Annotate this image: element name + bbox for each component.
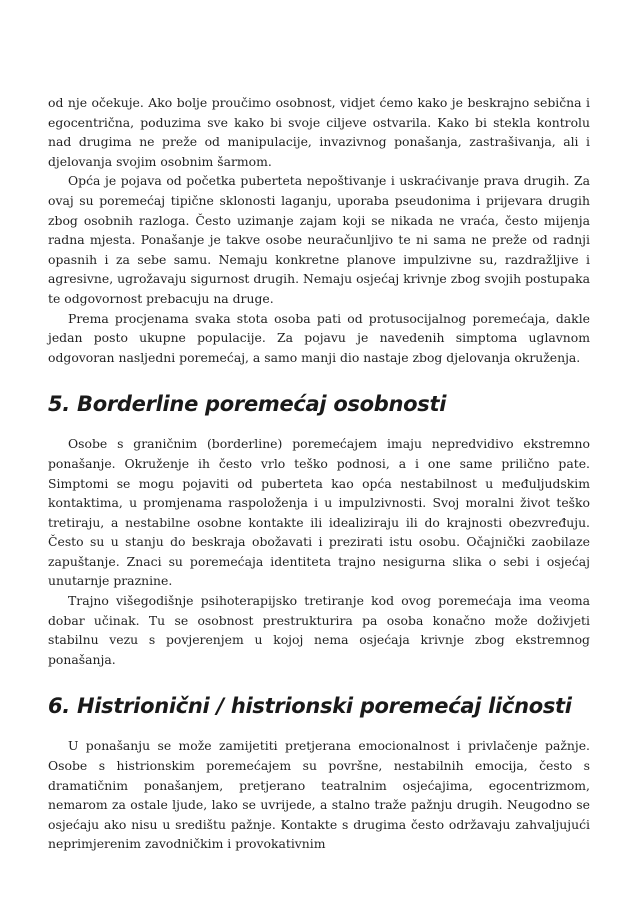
paragraph-histrionic-description: U ponašanju se može zamijetiti pretjerana emocionalnost i privlačenje pažnje. Osobe s histrionskim poremećajem su površne, nestabilnih emocija, često s dramatičnim ponašanjem, pretjerano teatralnim osjećajima, egocentrizmom, nemarom za ostale ljude, lako se uvrijede, a stalno traže pažnju drugih. Neugodno se osjećaju ako nisu u središtu pažnje. Kontakte s drugima često održavaju zahvaljujući neprimjerenim zavodničkim i provokativnim [48,738,590,852]
paragraph-antisocial-symptoms: Opća je pojava od početka puberteta nepoštivanje i uskraćivanje prava drugih. Za ovaj su poremećaj tipične sklonosti laganju, uporaba pseudonima i prijevara drugih zbog osobnih razloga. Često uzimanje zajam koji se nikada ne vraća, često mijenja radna mjesta. Ponašanje je takve osobe neuračunljivo te ni sama ne preže od radnji opasnih i za sebe samu. Nemaju konkretne planove impulzivne su, razdražljive i agresivne, ugrožavaju sigurnost drugih. Nemaju osjećaj krivnje zbog svojih postupaka te odgovornost prebacuju na druge. [48,173,590,306]
paragraph-intro-continuation: od nje očekuje. Ako bolje proučimo osobnost, vidjet ćemo kako je beskrajno sebična i egocentrična, poduzima sve kako bi svoje ciljeve ostvarila. Kako bi stekla kontrolu nad drugima ne preže od manipulacije, invazivnog ponašanja, zastrašivanja, ali i djelovanja svojim osobnim šarmom. [48,95,590,169]
paragraph-borderline-description: Osobe s graničnim (borderline) poremećajem imaju nepredvidivo ekstremno ponašanje. Okruženje ih često vrlo teško podnosi, a i one same prilično pate. Simptomi se mogu pojaviti od puberteta kao opća nestabilnost u međuljudskim kontaktima, u promjenama raspoloženja i u impulzivnosti. Svoj moralni život teško tretiraju, a nestabilne osobne kontakte ili idealiziraju ili do krajnosti obezvređuju. Često su u stanju do beskraja obožavati i prezirati istu osobu. Očajnički zaobilaze zapuštanje. Znaci su poremećaja identiteta trajno nesigurna slika o sebi i osjećaj unutarnje praznine. [48,436,590,589]
document-page [48,93,590,854]
paragraph-antisocial-prevalence: Prema procjenama svaka stota osoba pati od protusocijalnog poremećaja, dakle jedan posto ukupne populacije. Za pojavu je navedenih simptoma uglavnom odgovoran nasljedni poremećaj, a samo manji dio nastaje zbog djelovanja okruženja. [48,310,590,365]
section-6-heading: 6. Histrionični / histrionski poremećaj ličnosti [48,694,572,719]
paragraph-borderline-treatment: Trajno višegodišnje psihoterapijsko tretiranje kod ovog poremećaja ima veoma dobar učinak. Tu se osobnost prestrukturira pa osoba konačno može doživjeti stabilnu vezu s povjerenjem u kojoj nema osjećaja krivnje zbog ekstremnog ponašanja. [48,593,590,667]
section-5-heading: 5. Borderline poremećaj osobnosti [48,392,447,417]
